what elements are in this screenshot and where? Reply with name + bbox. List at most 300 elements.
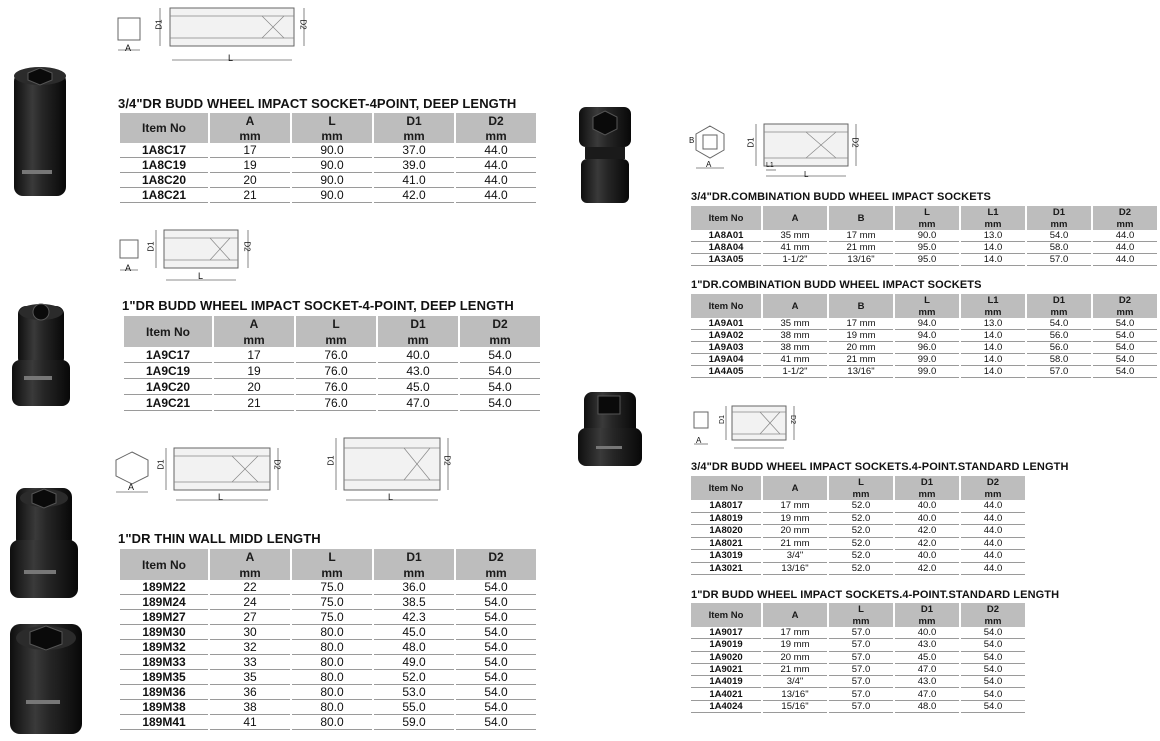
value-cell: 54.0 xyxy=(456,610,536,625)
value-cell: 30 xyxy=(210,625,290,640)
spec-table-s2 xyxy=(122,316,542,411)
dim-label-d2: D2 xyxy=(850,137,860,148)
value-cell: 3/4" xyxy=(763,676,827,688)
value-cell: 80.0 xyxy=(292,625,372,640)
value-cell: 19 mm xyxy=(829,330,893,342)
table-row xyxy=(120,715,536,730)
spec-table-s6 xyxy=(689,476,1027,575)
value-cell: 27 xyxy=(210,610,290,625)
value-cell: 57.0 xyxy=(829,676,893,688)
item-code-cell: 189M33 xyxy=(120,655,208,670)
dim-label-d2: D2 xyxy=(442,455,452,466)
col-header: L1 xyxy=(961,206,1025,218)
value-cell: 56.0 xyxy=(1027,330,1091,342)
value-cell: 75.0 xyxy=(292,580,372,595)
table-row xyxy=(691,627,1025,639)
item-code-cell: 189M30 xyxy=(120,625,208,640)
item-code-cell: 1A8020 xyxy=(691,525,761,538)
col-header: D2 xyxy=(456,113,536,129)
table-row xyxy=(120,158,536,173)
col-unit: mm xyxy=(829,615,893,627)
col-header-a: A xyxy=(763,206,827,230)
col-header: D2 xyxy=(1093,206,1157,218)
value-cell: 54.0 xyxy=(456,625,536,640)
value-cell: 44.0 xyxy=(456,173,536,188)
value-cell: 44.0 xyxy=(456,188,536,203)
col-header-b: B xyxy=(829,294,893,318)
dim-label-d2: D2 xyxy=(272,459,282,470)
value-cell: 14.0 xyxy=(961,342,1025,354)
dim-label-l: L xyxy=(198,271,204,281)
standard-socket-diagram xyxy=(688,402,808,452)
value-cell: 40.0 xyxy=(378,347,458,363)
combination-socket-diagram xyxy=(686,118,866,184)
thin-wall-diagram-2 xyxy=(322,432,462,506)
value-cell: 54.0 xyxy=(961,627,1025,639)
deep-socket-diagram-1 xyxy=(112,2,312,66)
value-cell: 38 mm xyxy=(763,342,827,354)
item-code-cell: 1A9C19 xyxy=(124,363,212,379)
spec-table-s3 xyxy=(118,549,538,730)
value-cell: 56.0 xyxy=(1027,342,1091,354)
table-row xyxy=(691,230,1157,242)
item-code-cell: 1A8A01 xyxy=(691,230,761,242)
value-cell: 54.0 xyxy=(456,580,536,595)
item-code-cell: 1A4024 xyxy=(691,701,761,713)
table-row xyxy=(120,580,536,595)
value-cell: 80.0 xyxy=(292,685,372,700)
value-cell: 52.0 xyxy=(829,538,893,551)
table-row xyxy=(691,538,1025,551)
value-cell: 35 mm xyxy=(763,230,827,242)
item-code-cell: 1A9A02 xyxy=(691,330,761,342)
value-cell: 76.0 xyxy=(296,379,376,395)
value-cell: 36 xyxy=(210,685,290,700)
dim-label-l: L xyxy=(388,492,394,502)
col-unit: mm xyxy=(895,306,959,318)
item-code-cell: 189M22 xyxy=(120,580,208,595)
value-cell: 52.0 xyxy=(829,500,893,513)
value-cell: 90.0 xyxy=(292,143,372,158)
value-cell: 80.0 xyxy=(292,715,372,730)
table-row xyxy=(691,701,1025,713)
item-code-cell: 1A9A03 xyxy=(691,342,761,354)
col-header-item: Item No xyxy=(120,549,208,580)
value-cell: 17 mm xyxy=(763,500,827,513)
col-header-a: A xyxy=(763,476,827,500)
table-row xyxy=(120,595,536,610)
table-row xyxy=(691,330,1157,342)
col-header: D1 xyxy=(1027,294,1091,306)
value-cell: 57.0 xyxy=(1027,254,1091,266)
value-cell: 58.0 xyxy=(1027,354,1091,366)
value-cell: 17 xyxy=(210,143,290,158)
item-code-cell: 1A4A05 xyxy=(691,366,761,378)
table-row xyxy=(120,188,536,203)
value-cell: 21 mm xyxy=(763,664,827,676)
col-unit: mm xyxy=(374,129,454,143)
item-code-cell: 1A9021 xyxy=(691,664,761,676)
dim-label-a: A xyxy=(125,263,132,273)
value-cell: 43.0 xyxy=(378,363,458,379)
value-cell: 47.0 xyxy=(895,688,959,700)
value-cell: 57.0 xyxy=(829,664,893,676)
dim-label-a: A xyxy=(125,43,132,53)
value-cell: 41 mm xyxy=(763,242,827,254)
value-cell: 13.0 xyxy=(961,230,1025,242)
value-cell: 75.0 xyxy=(292,610,372,625)
table-row xyxy=(691,525,1025,538)
value-cell: 54.0 xyxy=(456,670,536,685)
value-cell: 54.0 xyxy=(1093,366,1157,378)
col-header-item: Item No xyxy=(124,316,212,347)
table-row xyxy=(691,664,1025,676)
col-header: L1 xyxy=(961,294,1025,306)
dim-label-d1: D1 xyxy=(326,455,336,466)
value-cell: 80.0 xyxy=(292,640,372,655)
col-header: L xyxy=(829,476,893,488)
value-cell: 90.0 xyxy=(292,173,372,188)
value-cell: 75.0 xyxy=(292,595,372,610)
value-cell: 54.0 xyxy=(961,676,1025,688)
table-row xyxy=(691,354,1157,366)
dim-label-d1: D1 xyxy=(746,137,756,148)
col-header: D1 xyxy=(374,113,454,129)
value-cell: 44.0 xyxy=(1093,254,1157,266)
value-cell: 94.0 xyxy=(895,330,959,342)
value-cell: 44.0 xyxy=(961,500,1025,513)
col-header: D1 xyxy=(1027,206,1091,218)
value-cell: 57.0 xyxy=(1027,366,1091,378)
value-cell: 38 xyxy=(210,700,290,715)
item-code-cell: 1A8017 xyxy=(691,500,761,513)
table-row xyxy=(120,685,536,700)
col-header: D2 xyxy=(961,476,1025,488)
col-unit: mm xyxy=(961,218,1025,230)
col-header-a: A xyxy=(763,294,827,318)
col-unit: mm xyxy=(829,488,893,500)
dim-label-d2: D2 xyxy=(788,415,796,424)
item-code-cell: 1A8019 xyxy=(691,513,761,526)
table-row xyxy=(120,655,536,670)
value-cell: 54.0 xyxy=(961,652,1025,664)
value-cell: 80.0 xyxy=(292,700,372,715)
dim-label-b: B xyxy=(689,136,695,145)
item-code-cell: 189M27 xyxy=(120,610,208,625)
item-code-cell: 1A8C17 xyxy=(120,143,208,158)
item-code-cell: 189M35 xyxy=(120,670,208,685)
value-cell: 80.0 xyxy=(292,670,372,685)
value-cell: 20 mm xyxy=(829,342,893,354)
value-cell: 57.0 xyxy=(829,652,893,664)
item-code-cell: 189M32 xyxy=(120,640,208,655)
value-cell: 45.0 xyxy=(378,379,458,395)
col-header: D1 xyxy=(895,603,959,615)
col-header: D2 xyxy=(961,603,1025,615)
col-unit: mm xyxy=(961,306,1025,318)
section-title: 3/4"DR BUDD WHEEL IMPACT SOCKET-4POINT, DEEP LENGTH xyxy=(118,96,517,111)
col-header-item: Item No xyxy=(691,603,761,627)
value-cell: 54.0 xyxy=(1093,354,1157,366)
table-row xyxy=(691,254,1157,266)
thin-wall-diagram-1 xyxy=(112,444,292,506)
value-cell: 99.0 xyxy=(895,354,959,366)
table-row xyxy=(691,242,1157,254)
value-cell: 13/16" xyxy=(829,254,893,266)
item-code-cell: 1A8C19 xyxy=(120,158,208,173)
value-cell: 17 mm xyxy=(763,627,827,639)
value-cell: 54.0 xyxy=(961,688,1025,700)
dim-label-d1: D1 xyxy=(718,415,726,424)
item-code-cell: 1A9C21 xyxy=(124,395,212,411)
table-row xyxy=(124,379,540,395)
col-header-item: Item No xyxy=(691,476,761,500)
dim-label-a: A xyxy=(128,482,135,492)
col-unit: mm xyxy=(374,565,454,580)
col-unit: mm xyxy=(296,332,376,347)
table-row xyxy=(120,700,536,715)
table-row xyxy=(691,366,1157,378)
value-cell: 3/4" xyxy=(763,550,827,563)
item-code-cell: 1A9017 xyxy=(691,627,761,639)
value-cell: 44.0 xyxy=(961,538,1025,551)
value-cell: 76.0 xyxy=(296,347,376,363)
value-cell: 1-1/2" xyxy=(763,254,827,266)
value-cell: 57.0 xyxy=(829,627,893,639)
value-cell: 14.0 xyxy=(961,366,1025,378)
value-cell: 36.0 xyxy=(374,580,454,595)
value-cell: 57.0 xyxy=(829,688,893,700)
section-title: 3/4"DR.COMBINATION BUDD WHEEL IMPACT SOCKETS xyxy=(691,191,991,203)
value-cell: 19 xyxy=(210,158,290,173)
col-header: L xyxy=(895,206,959,218)
value-cell: 33 xyxy=(210,655,290,670)
col-header-item: Item No xyxy=(691,294,761,318)
col-unit: mm xyxy=(961,488,1025,500)
value-cell: 38 mm xyxy=(763,330,827,342)
value-cell: 37.0 xyxy=(374,143,454,158)
value-cell: 95.0 xyxy=(895,242,959,254)
item-code-cell: 1A3019 xyxy=(691,550,761,563)
table-row xyxy=(691,318,1157,330)
col-unit: mm xyxy=(456,129,536,143)
dim-label-l: L xyxy=(804,170,809,179)
item-code-cell: 189M41 xyxy=(120,715,208,730)
value-cell: 54.0 xyxy=(456,685,536,700)
value-cell: 54.0 xyxy=(961,701,1025,713)
value-cell: 42.0 xyxy=(374,188,454,203)
standard-socket-photo xyxy=(576,388,644,470)
section-title: 1"DR BUDD WHEEL IMPACT SOCKET-4-POINT, DEEP LENGTH xyxy=(122,298,514,313)
item-code-cell: 1A9C17 xyxy=(124,347,212,363)
col-unit: mm xyxy=(895,488,959,500)
table-row xyxy=(120,670,536,685)
col-header: A xyxy=(214,316,294,332)
value-cell: 90.0 xyxy=(292,158,372,173)
value-cell: 44.0 xyxy=(1093,230,1157,242)
value-cell: 90.0 xyxy=(895,230,959,242)
col-unit: mm xyxy=(210,565,290,580)
value-cell: 54.0 xyxy=(1027,230,1091,242)
value-cell: 21 mm xyxy=(829,354,893,366)
value-cell: 14.0 xyxy=(961,354,1025,366)
value-cell: 48.0 xyxy=(895,701,959,713)
col-header: L xyxy=(829,603,893,615)
item-code-cell: 1A3A05 xyxy=(691,254,761,266)
item-code-cell: 189M36 xyxy=(120,685,208,700)
section-title: 1"DR.COMBINATION BUDD WHEEL IMPACT SOCKETS xyxy=(691,279,982,291)
value-cell: 20 xyxy=(214,379,294,395)
value-cell: 19 mm xyxy=(763,513,827,526)
item-code-cell: 1A9020 xyxy=(691,652,761,664)
value-cell: 44.0 xyxy=(1093,242,1157,254)
col-unit: mm xyxy=(961,615,1025,627)
col-unit: mm xyxy=(1027,306,1091,318)
col-unit: mm xyxy=(378,332,458,347)
value-cell: 21 mm xyxy=(763,538,827,551)
table-row xyxy=(691,500,1025,513)
item-code-cell: 1A8021 xyxy=(691,538,761,551)
col-unit: mm xyxy=(292,129,372,143)
value-cell: 41.0 xyxy=(374,173,454,188)
item-code-cell: 1A4021 xyxy=(691,688,761,700)
spec-table-s5 xyxy=(689,294,1159,378)
item-code-cell: 1A4019 xyxy=(691,676,761,688)
value-cell: 20 mm xyxy=(763,525,827,538)
value-cell: 20 mm xyxy=(763,652,827,664)
value-cell: 57.0 xyxy=(829,639,893,651)
value-cell: 44.0 xyxy=(961,525,1025,538)
value-cell: 54.0 xyxy=(1027,318,1091,330)
value-cell: 40.0 xyxy=(895,513,959,526)
value-cell: 35 mm xyxy=(763,318,827,330)
value-cell: 21 xyxy=(210,188,290,203)
value-cell: 54.0 xyxy=(1093,318,1157,330)
table-row xyxy=(124,395,540,411)
spec-table-s7 xyxy=(689,603,1027,713)
value-cell: 19 xyxy=(214,363,294,379)
value-cell: 54.0 xyxy=(961,639,1025,651)
value-cell: 13.0 xyxy=(961,318,1025,330)
value-cell: 44.0 xyxy=(456,158,536,173)
value-cell: 52.0 xyxy=(829,525,893,538)
value-cell: 54.0 xyxy=(456,655,536,670)
value-cell: 15/16" xyxy=(763,701,827,713)
value-cell: 96.0 xyxy=(895,342,959,354)
col-unit: mm xyxy=(1027,218,1091,230)
table-row xyxy=(691,676,1025,688)
table-row xyxy=(120,625,536,640)
value-cell: 55.0 xyxy=(374,700,454,715)
spec-table-s1 xyxy=(118,113,538,203)
value-cell: 94.0 xyxy=(895,318,959,330)
value-cell: 42.0 xyxy=(895,563,959,576)
value-cell: 52.0 xyxy=(829,513,893,526)
dim-label-d2: D2 xyxy=(298,19,308,30)
col-header: A xyxy=(210,549,290,565)
item-code-cell: 1A8C21 xyxy=(120,188,208,203)
item-code-cell: 1A8A04 xyxy=(691,242,761,254)
value-cell: 13/16" xyxy=(829,366,893,378)
dim-label-l: L xyxy=(228,53,234,63)
col-header: L xyxy=(895,294,959,306)
thin-wall-socket-photo-2 xyxy=(6,620,86,738)
item-code-cell: 1A9A04 xyxy=(691,354,761,366)
value-cell: 24 xyxy=(210,595,290,610)
col-unit: mm xyxy=(895,218,959,230)
value-cell: 45.0 xyxy=(374,625,454,640)
deep-socket-diagram-2 xyxy=(112,226,262,284)
value-cell: 54.0 xyxy=(1093,342,1157,354)
value-cell: 17 mm xyxy=(829,318,893,330)
dim-label-l: L xyxy=(218,492,224,502)
deep-socket-photo-2 xyxy=(10,300,72,410)
dim-label-d1: D1 xyxy=(146,241,156,252)
col-header: D2 xyxy=(460,316,540,332)
table-row xyxy=(120,610,536,625)
value-cell: 42.0 xyxy=(895,525,959,538)
table-row xyxy=(124,363,540,379)
value-cell: 52.0 xyxy=(829,550,893,563)
item-code-cell: 189M24 xyxy=(120,595,208,610)
value-cell: 21 mm xyxy=(829,242,893,254)
section-title: 1"DR BUDD WHEEL IMPACT SOCKETS.4-POINT.STANDARD LENGTH xyxy=(691,589,1060,601)
col-header: D1 xyxy=(378,316,458,332)
combination-socket-photo xyxy=(575,103,635,207)
value-cell: 45.0 xyxy=(895,652,959,664)
col-header: L xyxy=(296,316,376,332)
dim-label-d1: D1 xyxy=(154,19,164,30)
value-cell: 54.0 xyxy=(961,664,1025,676)
table-row xyxy=(691,639,1025,651)
value-cell: 76.0 xyxy=(296,363,376,379)
value-cell: 13/16" xyxy=(763,688,827,700)
value-cell: 40.0 xyxy=(895,550,959,563)
value-cell: 14.0 xyxy=(961,330,1025,342)
value-cell: 44.0 xyxy=(961,513,1025,526)
dim-label-l1: L1 xyxy=(766,162,774,169)
table-row xyxy=(120,640,536,655)
value-cell: 52.0 xyxy=(374,670,454,685)
value-cell: 43.0 xyxy=(895,639,959,651)
value-cell: 47.0 xyxy=(378,395,458,411)
value-cell: 32 xyxy=(210,640,290,655)
col-unit: mm xyxy=(1093,218,1157,230)
value-cell: 54.0 xyxy=(456,595,536,610)
col-unit: mm xyxy=(214,332,294,347)
value-cell: 59.0 xyxy=(374,715,454,730)
col-unit: mm xyxy=(210,129,290,143)
item-code-cell: 1A8C20 xyxy=(120,173,208,188)
value-cell: 42.3 xyxy=(374,610,454,625)
col-header: L xyxy=(292,113,372,129)
value-cell: 17 xyxy=(214,347,294,363)
value-cell: 44.0 xyxy=(961,563,1025,576)
value-cell: 54.0 xyxy=(456,640,536,655)
col-header: L xyxy=(292,549,372,565)
value-cell: 54.0 xyxy=(1093,330,1157,342)
section-title: 3/4"DR BUDD WHEEL IMPACT SOCKETS.4-POINT.STANDARD LENGTH xyxy=(691,461,1069,473)
value-cell: 49.0 xyxy=(374,655,454,670)
col-header-a: A xyxy=(763,603,827,627)
table-row xyxy=(691,563,1025,576)
value-cell: 17 mm xyxy=(829,230,893,242)
value-cell: 22 xyxy=(210,580,290,595)
col-header: D1 xyxy=(895,476,959,488)
value-cell: 42.0 xyxy=(895,538,959,551)
value-cell: 58.0 xyxy=(1027,242,1091,254)
table-row xyxy=(691,342,1157,354)
